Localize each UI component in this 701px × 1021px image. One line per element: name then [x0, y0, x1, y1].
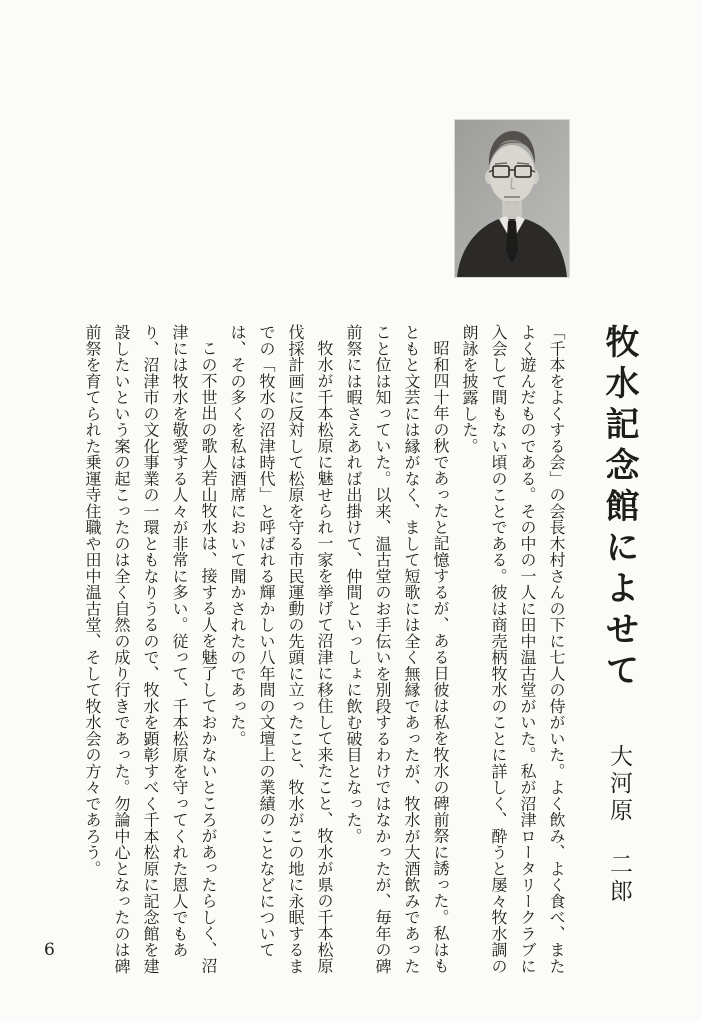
body-paragraph: 牧水が千本松原に魅せられ一家を挙げて沼津に移住して来たこと、牧水が県の千本松原伐採計画に反対して松原を守る市民運動の先頭に立ったこと、牧水がこの地に永眠するまでの「牧水の沼津時代」と呼ばれる輝かしい八年間の文壇上の業績のことなどについては、その多くを私は酒席において聞かされたのであった。 — [228, 324, 334, 974]
author-portrait-photo — [455, 120, 569, 277]
title-column — [595, 324, 643, 974]
article-title: 牧水記念館によせて — [599, 324, 639, 693]
portrait-photo-graphic — [455, 120, 569, 277]
body-paragraph: 「千本をよくする会」の会長木村さんの下に七人の侍がいた。よく飲み、よく食べ、またよく遊んだものである。その中の一人に田中温古堂がいた。私が沼津ロータリークラブに入会して間もない頃のことである。彼は商売柄牧水のことに詳しく、酔うと屡々牧水調の朗詠を披露した。 — [460, 324, 566, 974]
vertical-text-block — [78, 324, 643, 974]
author-name: 大河原 二郎 — [606, 744, 632, 907]
article-body — [78, 324, 571, 974]
body-paragraph: この不世出の歌人若山牧水は、接する人を魅了しておかないところがあったらしく、沼津には牧水を敬愛する人々が非常に多い。従って、千本松原を守ってくれた恩人でもあり、沼津市の文化事業の一環ともなりうるので、牧水を顕彰すべく千本松原に記念館を建設したいという案の起こったのは全く自然の成り行きであった。勿論中心となったのは碑前祭を育てられた乗運寺住職や田中温古堂、そして牧水会の方々であろう。 — [83, 324, 218, 974]
body-paragraph: 昭和四十年の秋であったと記憶するが、ある日彼は私を牧水の碑前祭に誘った。私はもともと文芸には縁がなく、まして短歌には全く無縁であったが、牧水が大酒飲みであったこと位は知っていた。以来、温古堂のお手伝いを別段するわけではなかったが、毎年の碑前祭には暇さえあれば出掛けて、仲間といっしょに飲む破目となった。 — [344, 324, 450, 974]
page-number: 6 — [44, 940, 55, 960]
